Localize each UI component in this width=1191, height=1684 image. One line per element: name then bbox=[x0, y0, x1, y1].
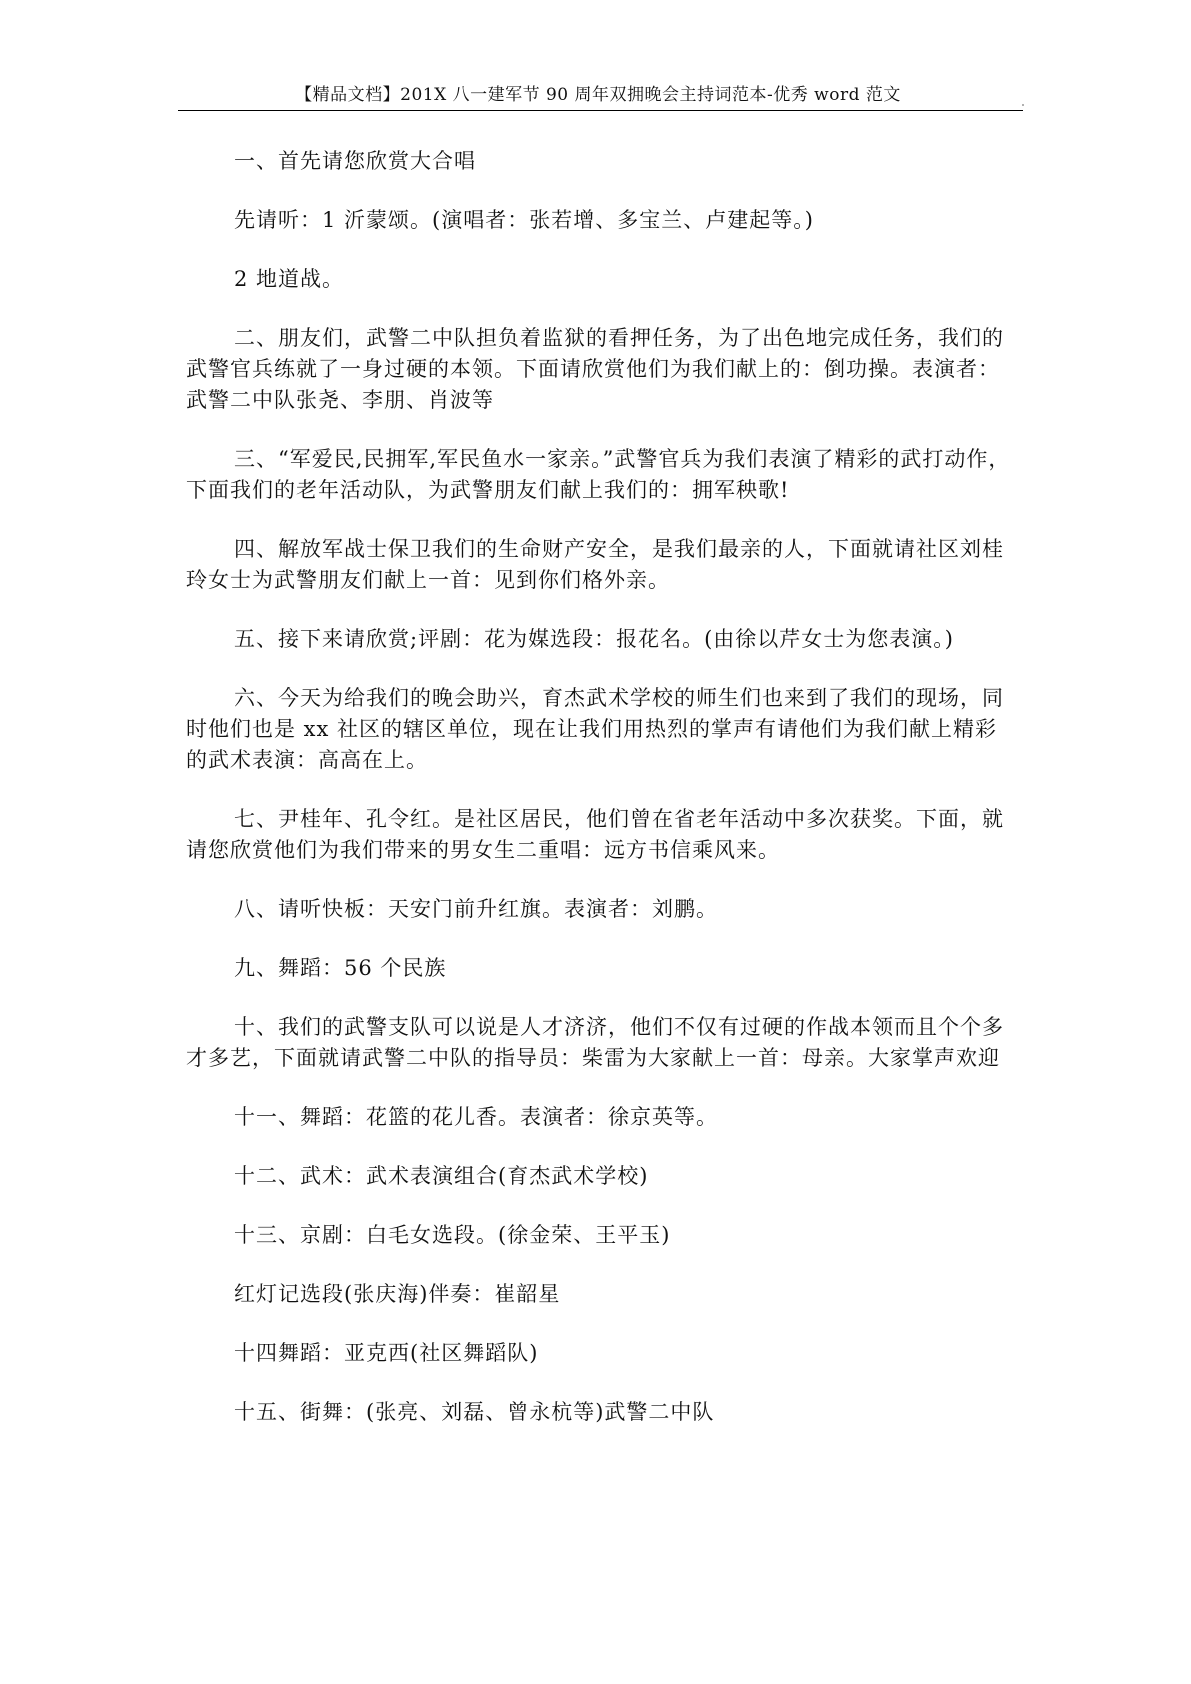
paragraph-13: 十一、舞蹈：花篮的花儿香。表演者：徐京英等。 bbox=[234, 1105, 718, 1129]
paragraph-15: 十三、京剧：白毛女选段。(徐金荣、王平玉) bbox=[234, 1223, 671, 1247]
paragraph-6: 四、解放军战士保卫我们的生命财产安全，是我们最亲的人，下面就请社区刘桂玲女士为武警朋友们献上一首：见到你们格外亲。 bbox=[186, 537, 1004, 592]
paragraph-14: 十二、武术：武术表演组合(育杰武术学校) bbox=[234, 1164, 649, 1188]
paragraph-11: 九、舞蹈：56 个民族 bbox=[234, 956, 447, 980]
paragraph-17: 十四舞蹈：亚克西(社区舞蹈队) bbox=[234, 1341, 539, 1365]
paragraph-10: 八、请听快板：天安门前升红旗。表演者：刘鹏。 bbox=[234, 897, 718, 921]
paragraph-12: 十、我们的武警支队可以说是人才济济，他们不仅有过硬的作战本领而且个个多才多艺，下面就请武警二中队的指导员：柴雷为大家献上一首：母亲。大家掌声欢迎 bbox=[186, 1015, 1004, 1070]
paragraph-3: 2 地道战。 bbox=[234, 267, 345, 291]
paragraph-4: 二、朋友们，武警二中队担负着监狱的看押任务，为了出色地完成任务，我们的武警官兵练就了一身过硬的本领。下面请欣赏他们为我们献上的：倒功操。表演者：武警二中队张尧、李朋、肖波等 bbox=[186, 326, 1004, 412]
paragraph-16: 红灯记选段(张庆海)伴奏：崔韶星 bbox=[234, 1282, 561, 1306]
paragraph-1: 一、首先请您欣赏大合唱 bbox=[234, 149, 476, 173]
header-divider bbox=[178, 110, 1023, 111]
header-dot bbox=[1022, 104, 1024, 106]
document-body bbox=[186, 146, 1018, 1456]
paragraph-5: 三、“军爱民,民拥军,军民鱼水一家亲。”武警官兵为我们表演了精彩的武打动作，下面我们的老年活动队，为武警朋友们献上我们的：拥军秧歌! bbox=[186, 447, 1011, 502]
paragraph-9: 七、尹桂年、孔令红。是社区居民，他们曾在省老年活动中多次获奖。下面，就请您欣赏他们为我们带来的男女生二重唱：远方书信乘风来。 bbox=[186, 807, 1004, 862]
page-header-title: 【精品文档】201X 八一建军节 90 周年双拥晚会主持词范本-优秀 word 范文 bbox=[295, 85, 901, 105]
paragraph-18: 十五、街舞：(张亮、刘磊、曾永杭等)武警二中队 bbox=[234, 1400, 715, 1424]
paragraph-7: 五、接下来请欣赏;评剧：花为媒选段：报花名。(由徐以芹女士为您表演。) bbox=[234, 627, 954, 651]
paragraph-8: 六、今天为给我们的晚会助兴，育杰武术学校的师生们也来到了我们的现场，同时他们也是 xx 社区的辖区单位，现在让我们用热烈的掌声有请他们为我们献上精彩的武术表演：高高在上。 bbox=[186, 686, 1004, 772]
paragraph-2: 先请听：1 沂蒙颂。(演唱者：张若增、多宝兰、卢建起等。) bbox=[234, 208, 814, 232]
